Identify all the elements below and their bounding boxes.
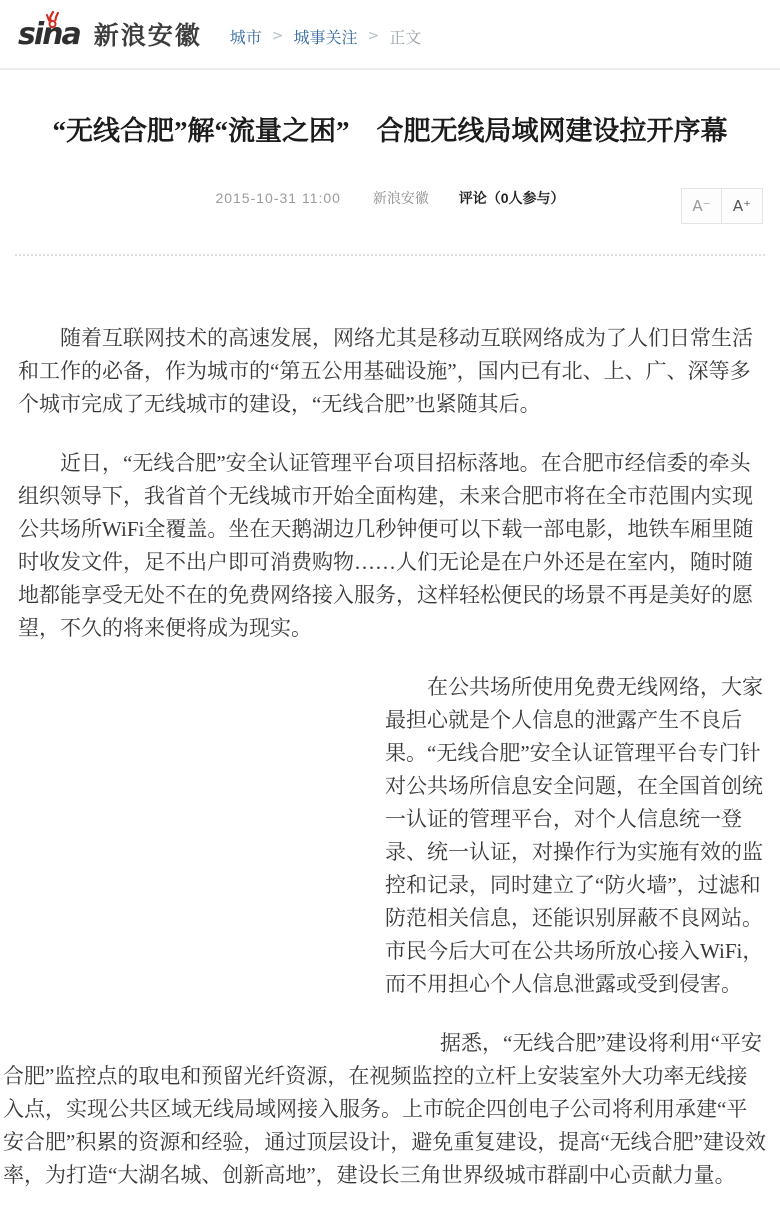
article-title: “无线合肥”解“流量之困” 合肥无线局域网建设拉开序幕 — [52, 116, 728, 146]
paragraph-1: 随着互联网技术的高速发展，网络尤其是移动互联网络成为了人们日常生活和工作的必备，作为城市的“第五公用基础设施”，国内已有北、上、广、深等多个城市完成了无线城市的建设，“无线合肥”也紧随其后。 — [18, 326, 753, 416]
dotted-divider — [15, 254, 765, 256]
sina-logo[interactable] — [18, 16, 202, 52]
site-name: 新浪安徽 — [93, 22, 202, 50]
paragraph-2: 近日，“无线合肥”安全认证管理平台项目招标落地。在合肥市经信委的牵头组织领导下，我省首个无线城市开始全面构建，未来合肥市将在全市范围内实现公共场所WiFi全覆盖。坐在天鹅湖边几秒钟便可以下载一部电影，地铁车厢里随时收发文件，足不出户即可消费购物……人们无论是在户外还是在室内，随时随地都能享受无处不在的免费网络接入服务，这样轻松便民的场景不再是美好的愿望，不久的将来便将成为现实。 — [18, 451, 754, 640]
breadcrumb-separator-icon: > — [367, 28, 380, 44]
paragraph-4: 据悉，“无线合肥”建设将利用“平安合肥”监控点的取电和预留光纤资源，在视频监控的立杆上安装室外大功率无线接入点，实现公共区域无线局域网接入服务。上市皖企四创电子公司将利用承建“平安合肥”积累的资源和经验，通过顶层设计，避免重复建设，提高“无线合肥”建设效率，为打造“大湖名城、创新高地”，建设长三角世界级城市群副中心贡献力量。 — [3, 1031, 766, 1187]
publish-date: 2015-10-31 11:00 — [215, 190, 341, 206]
font-increase-button[interactable]: A⁺ — [722, 188, 763, 224]
breadcrumb — [230, 21, 422, 48]
breadcrumb-current: 正文 — [389, 29, 422, 47]
sina-logo-text: sina — [18, 17, 80, 52]
article-meta — [0, 184, 780, 208]
breadcrumb-separator-icon: > — [271, 28, 284, 44]
article-body — [0, 322, 780, 1232]
site-header — [0, 0, 780, 70]
font-size-controls — [681, 188, 763, 224]
source-link[interactable]: 新浪安徽 — [372, 190, 429, 206]
breadcrumb-item-city[interactable]: 城市 — [229, 29, 262, 47]
font-decrease-button[interactable]: A⁻ — [681, 188, 722, 224]
breadcrumb-item-section[interactable]: 城事关注 — [293, 29, 358, 47]
article-meta-row — [0, 184, 780, 232]
paragraph-3: 在公共场所使用免费无线网络，大家最担心就是个人信息的泄露产生不良后果。“无线合肥”安全认证管理平台专门针对公共场所信息安全问题，在全国首创统一认证的管理平台，对个人信息统一登录、统一认证，对操作行为实施有效的监控和记录，同时建立了“防火墙”，过滤和防范相关信息，还能识别屏蔽不良网站。市民今后大可在公共场所放心接入WiFi，而不用担心个人信息泄露或受到侵害。 — [385, 675, 764, 996]
comments-link[interactable]: 评论（0人参与） — [458, 190, 565, 206]
